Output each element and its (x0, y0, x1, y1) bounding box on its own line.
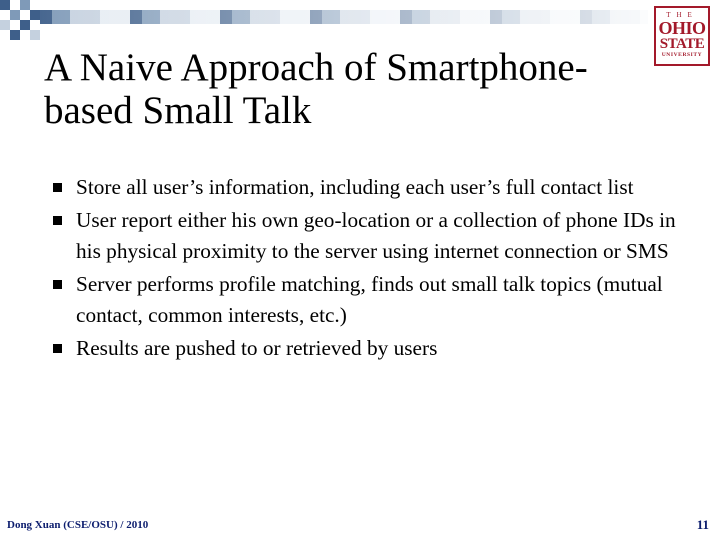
bullet-item (52, 205, 692, 267)
bullet-item (52, 172, 692, 203)
slide-footer: Dong Xuan (CSE/OSU) / 2010 (7, 519, 149, 531)
square-bullet-icon (53, 280, 62, 289)
square-bullet-icon (53, 344, 62, 353)
bullet-text: Results are pushed to or retrieved by users (76, 336, 438, 360)
slide-title-line-2: based Small Talk (44, 89, 312, 132)
logo-state: STATE (659, 36, 705, 52)
bullet-text: Store all user’s information, including each user’s full contact list (76, 175, 634, 199)
slide-title-line-1: A Naive Approach of Smartphone- (44, 46, 588, 89)
logo-ohio: OHIO (658, 18, 706, 38)
bullet-list (52, 172, 692, 366)
logo-the: THE (666, 11, 698, 19)
square-bullet-icon (53, 183, 62, 192)
page-number: 11 (696, 517, 709, 532)
bullet-text: User report either his own geo-location or a collection of phone IDs in his physical proximity to the server using internet connection or SMS (76, 208, 676, 263)
bullet-text: Server performs profile matching, finds out small talk topics (mutual contact, common interests, etc.) (76, 272, 663, 327)
bullet-item (52, 333, 692, 364)
bullet-item (52, 269, 692, 331)
square-bullet-icon (53, 216, 62, 225)
top-decoration-fade (40, 10, 648, 24)
logo-university: UNIVERSITY (661, 52, 703, 58)
checker-pattern-icon (0, 0, 40, 40)
slide-title (44, 46, 664, 132)
